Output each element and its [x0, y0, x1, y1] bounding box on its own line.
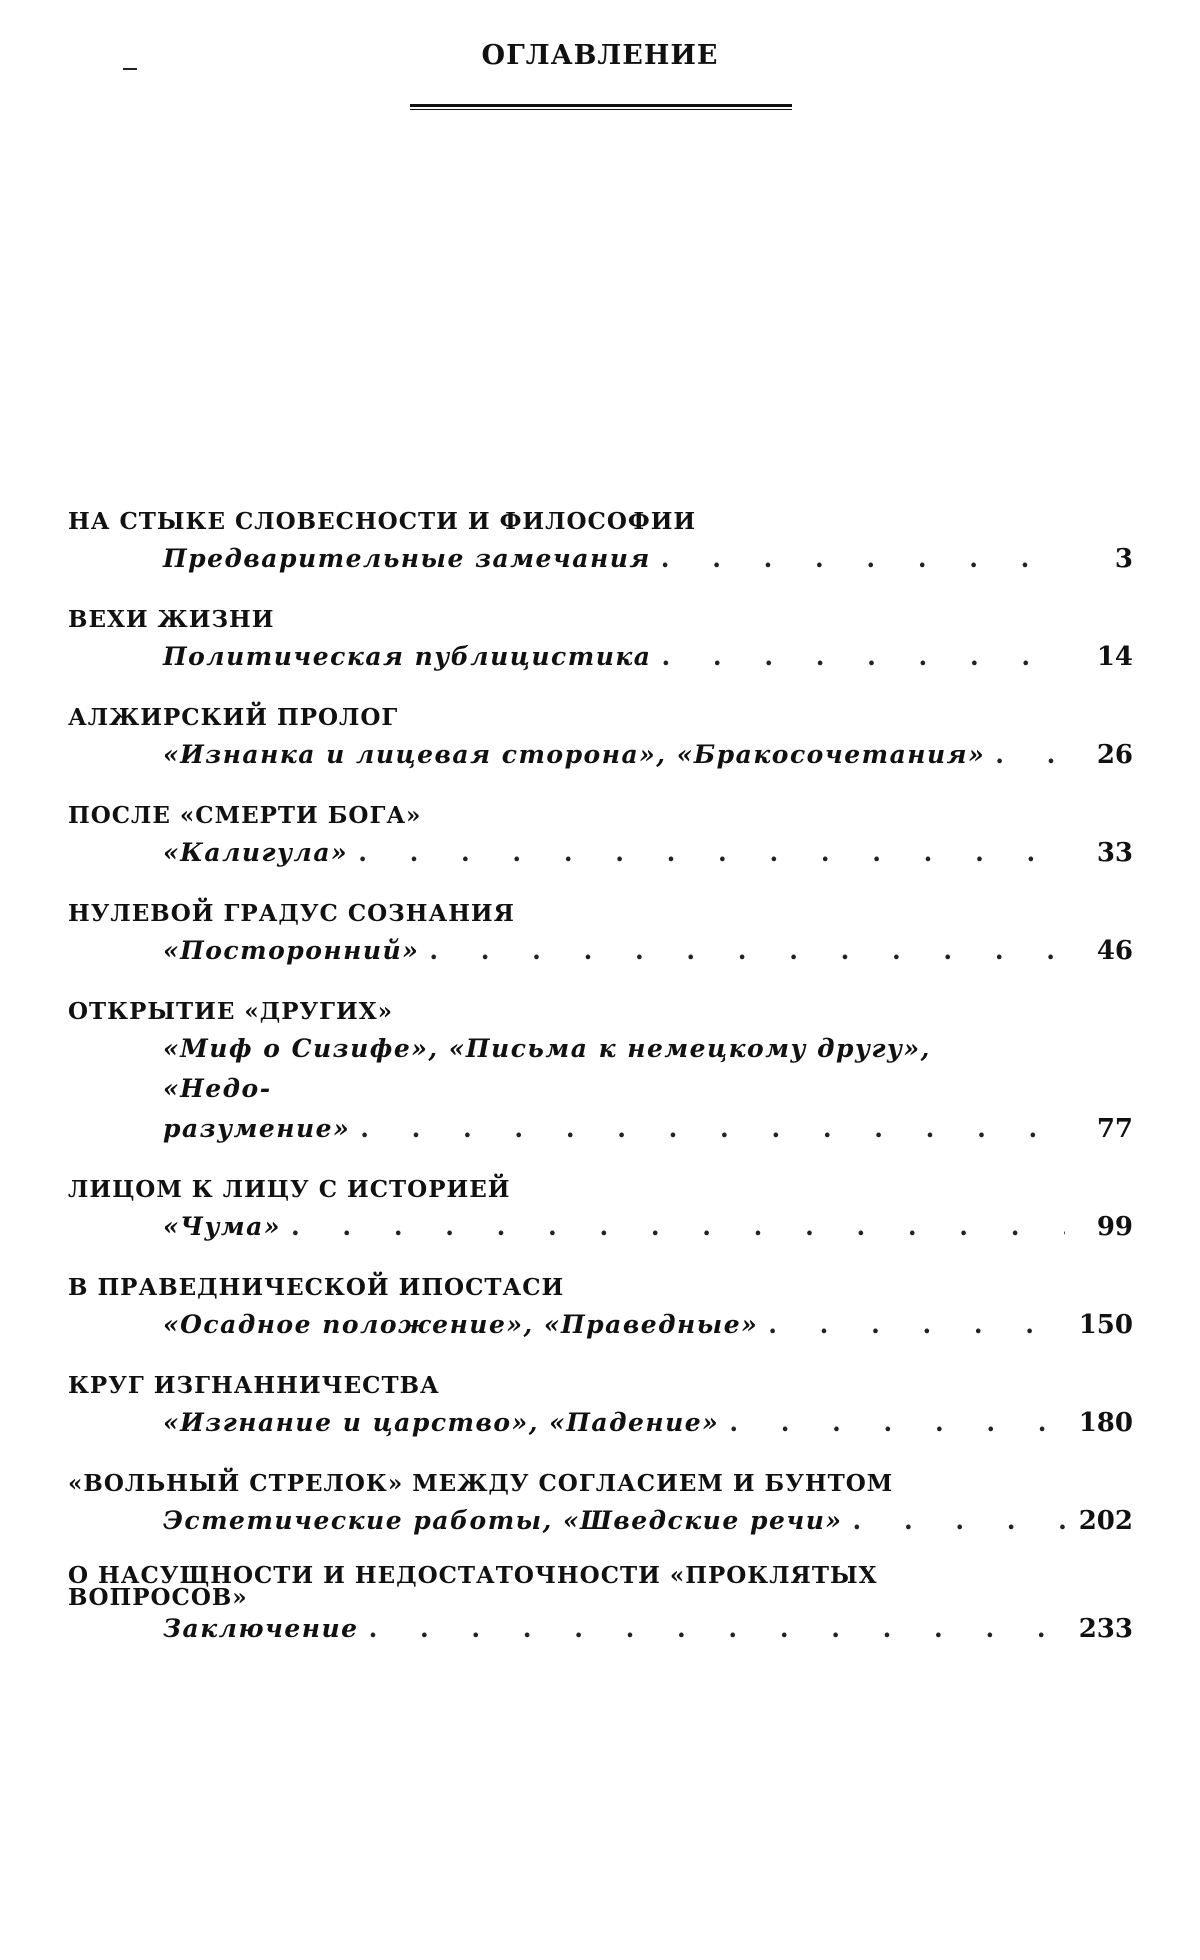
dot-leader: [768, 1305, 1065, 1345]
toc-heading: ОТКРЫТИЕ «ДРУГИХ»: [68, 998, 394, 1025]
toc-entry: [68, 1467, 1133, 1541]
toc-page-number: 233: [1078, 1614, 1133, 1644]
dot-leader: [291, 1207, 1065, 1247]
toc-page-number: 77: [1096, 1114, 1133, 1144]
dot-leader: [729, 1403, 1065, 1443]
toc-heading: О НАСУЩНОСТИ И НЕДОСТАТОЧНОСТИ «ПРОКЛЯТЫХ: [68, 1562, 878, 1589]
toc-subtitle: «Изнанка и лицевая сторона», «Бракосочетания»: [163, 740, 986, 769]
toc-entry: [68, 701, 1133, 775]
toc-subtitle-row[interactable]: [68, 1109, 1133, 1149]
toc-subtitle-row[interactable]: [68, 1609, 1133, 1649]
toc-heading: ПОСЛЕ «СМЕРТИ БОГА»: [68, 802, 422, 829]
dot-leader: [360, 1109, 1065, 1149]
toc-entry: [68, 603, 1133, 677]
toc-page-number: 46: [1096, 936, 1133, 966]
toc-subtitle-row[interactable]: [68, 1501, 1133, 1541]
dot-leader: [358, 833, 1065, 873]
toc-subtitle-row[interactable]: [68, 637, 1133, 677]
dot-leader: [853, 1501, 1065, 1541]
toc-page-number: 14: [1096, 642, 1133, 672]
toc-subtitle: Предварительные замечания: [163, 544, 651, 573]
toc-subtitle-row[interactable]: [68, 1305, 1133, 1345]
toc-subtitle-line: «Миф о Сизифе», «Письма к немецкому другу», «Недо-: [163, 1034, 931, 1103]
toc-subtitle: «Осадное положение», «Праведные»: [163, 1310, 759, 1339]
toc-subtitle-row[interactable]: [68, 1403, 1133, 1443]
toc-subtitle-row[interactable]: [68, 931, 1133, 971]
toc-page-number: 3: [1114, 544, 1133, 574]
toc-entry: [68, 1271, 1133, 1345]
toc-entry: [68, 1173, 1133, 1247]
toc-subtitle-row[interactable]: [68, 735, 1133, 775]
toc-heading: АЛЖИРСКИЙ ПРОЛОГ: [68, 704, 399, 731]
toc-subtitle: «Чума»: [163, 1212, 281, 1241]
table-of-contents: [68, 505, 1133, 1673]
toc-entry: [68, 995, 1133, 1149]
dot-leader: [662, 637, 1065, 677]
toc-subtitle: Политическая публицистика: [163, 642, 652, 671]
toc-subtitle: Эстетические работы, «Шведские речи»: [163, 1506, 843, 1535]
toc-page-number: 99: [1096, 1212, 1133, 1242]
toc-page-number: 26: [1096, 740, 1133, 770]
toc-entry: [68, 897, 1133, 971]
dot-leader: [429, 931, 1065, 971]
toc-entry: [68, 505, 1133, 579]
toc-heading: НА СТЫКЕ СЛОВЕСНОСТИ И ФИЛОСОФИИ: [68, 508, 697, 535]
toc-entry: [68, 1369, 1133, 1443]
toc-heading: КРУГ ИЗГНАННИЧЕСТВА: [68, 1372, 440, 1399]
toc-heading: В ПРАВЕДНИЧЕСКОЙ ИПОСТАСИ: [68, 1274, 565, 1301]
toc-subtitle: «Изгнание и царство», «Падение»: [163, 1408, 720, 1437]
toc-page-number: 180: [1078, 1408, 1133, 1438]
dot-leader: [369, 1609, 1065, 1649]
toc-page-number: 202: [1078, 1506, 1133, 1536]
toc-subtitle-row[interactable]: [68, 1207, 1133, 1247]
toc-entry: [68, 1562, 1133, 1649]
title-rule: [410, 104, 792, 110]
toc-entry: [68, 799, 1133, 873]
toc-heading: ЛИЦОМ К ЛИЦУ С ИСТОРИЕЙ: [68, 1176, 511, 1203]
toc-subtitle: Заключение: [163, 1614, 359, 1643]
dot-leader: [661, 539, 1065, 579]
toc-heading: НУЛЕВОЙ ГРАДУС СОЗНАНИЯ: [68, 900, 515, 927]
toc-heading: ВЕХИ ЖИЗНИ: [68, 606, 275, 633]
toc-subtitle: «Посторонний»: [163, 936, 420, 965]
dot-leader: [995, 735, 1065, 775]
page-title: ОГЛАВЛЕНИЕ: [481, 40, 719, 71]
toc-heading-continuation: ВОПРОСОВ»: [68, 1584, 248, 1611]
toc-heading: «ВОЛЬНЫЙ СТРЕЛОК» МЕЖДУ СОГЛАСИЕМ И БУНТОМ: [68, 1470, 894, 1497]
toc-subtitle-row[interactable]: [68, 539, 1133, 579]
toc-page-number: 33: [1096, 838, 1133, 868]
toc-subtitle: разумение»: [163, 1114, 351, 1143]
toc-subtitle-row[interactable]: [68, 833, 1133, 873]
toc-subtitle: «Калигула»: [163, 838, 349, 867]
toc-page-number: 150: [1078, 1310, 1133, 1340]
